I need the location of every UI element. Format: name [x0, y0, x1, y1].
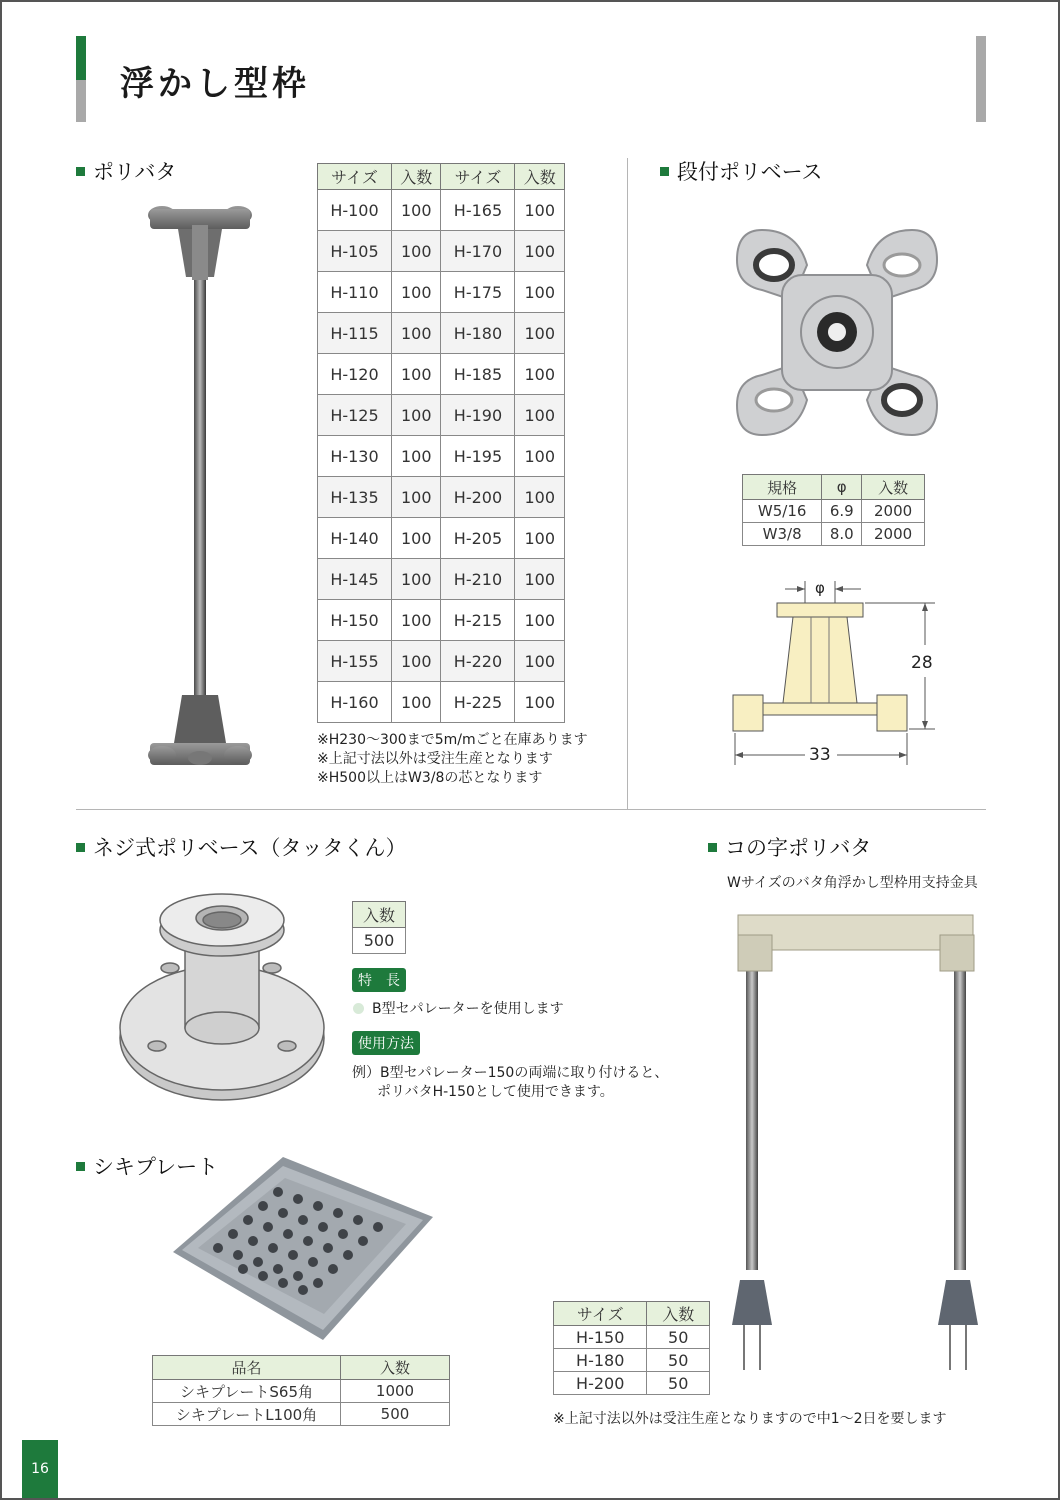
- cell: H-195: [441, 436, 515, 477]
- cell: 100: [391, 190, 441, 231]
- cell: 100: [515, 641, 565, 682]
- title-right-bar: [976, 36, 986, 122]
- cell: H-140: [318, 518, 392, 559]
- cell: 50: [647, 1349, 710, 1372]
- cell: 100: [391, 313, 441, 354]
- neji-image: [115, 878, 330, 1108]
- cell: 100: [515, 436, 565, 477]
- cell: H-205: [441, 518, 515, 559]
- cell: H-190: [441, 395, 515, 436]
- dantsuki-heading: 段付ポリベース: [677, 160, 823, 184]
- cell: 1000: [341, 1380, 450, 1403]
- bullet-square-icon: [76, 1162, 85, 1171]
- cell: H-115: [318, 313, 392, 354]
- cell: シキプレートL100角: [153, 1403, 341, 1426]
- polibata-notes: [317, 731, 588, 788]
- cell: H-100: [318, 190, 392, 231]
- diagram-width-label: 33: [809, 745, 831, 765]
- polibata-header-size2: サイズ: [441, 164, 515, 190]
- page-title: 浮かし型枠: [120, 64, 310, 104]
- shiki-image: [168, 1152, 438, 1344]
- konoji-heading: コの字ポリバタ: [725, 836, 872, 860]
- cell: 100: [391, 436, 441, 477]
- cell: 100: [391, 354, 441, 395]
- cell: H-145: [318, 559, 392, 600]
- cell: H-120: [318, 354, 392, 395]
- bullet-square-icon: [660, 167, 669, 176]
- cell: 100: [391, 477, 441, 518]
- dantsuki-image: [732, 225, 942, 440]
- cell: 100: [391, 559, 441, 600]
- cell: H-180: [554, 1349, 647, 1372]
- dantsuki-header-qty: 入数: [862, 475, 925, 500]
- horizontal-divider: [76, 809, 986, 810]
- title-accent-gray: [76, 80, 86, 122]
- cell: 100: [391, 600, 441, 641]
- cell: H-150: [554, 1326, 647, 1349]
- polibata-note-2: ※上記寸法以外は受注生産となります: [317, 751, 553, 767]
- dantsuki-diagram: [725, 575, 955, 775]
- dantsuki-table: [742, 474, 925, 546]
- cell: 2000: [862, 523, 925, 546]
- neji-qty-table: [352, 901, 406, 954]
- cell: 100: [515, 600, 565, 641]
- shiki-heading: シキプレート: [93, 1155, 219, 1179]
- cell: H-200: [441, 477, 515, 518]
- page-number: 16: [22, 1440, 58, 1498]
- polibata-note-1: ※H230～300まで5m/mごと在庫あります: [317, 732, 588, 748]
- cell: 8.0: [822, 523, 862, 546]
- cell: H-225: [441, 682, 515, 723]
- neji-qty-header: 入数: [353, 902, 406, 928]
- cell: 100: [515, 682, 565, 723]
- cell: 100: [391, 395, 441, 436]
- cell: 6.9: [822, 500, 862, 523]
- diagram-phi-label: φ: [815, 579, 825, 597]
- usage-badge: 使用方法: [352, 1031, 420, 1055]
- feature-badge: 特 長: [352, 968, 406, 992]
- cell: 100: [391, 272, 441, 313]
- cell: 100: [515, 231, 565, 272]
- bullet-square-icon: [76, 843, 85, 852]
- cell: H-220: [441, 641, 515, 682]
- polibata-header-qty2: 入数: [515, 164, 565, 190]
- cell: 100: [391, 641, 441, 682]
- cell: H-105: [318, 231, 392, 272]
- cell: 100: [515, 477, 565, 518]
- cell: H-165: [441, 190, 515, 231]
- cell: 100: [515, 190, 565, 231]
- polibata-note-3: ※H500以上はW3/8の芯となります: [317, 770, 543, 786]
- bullet-square-icon: [76, 167, 85, 176]
- dantsuki-header-spec: 規格: [743, 475, 822, 500]
- cell: H-185: [441, 354, 515, 395]
- cell: H-130: [318, 436, 392, 477]
- cell: 100: [391, 682, 441, 723]
- cell: W5/16: [743, 500, 822, 523]
- cell: H-210: [441, 559, 515, 600]
- cell: W3/8: [743, 523, 822, 546]
- shiki-header-qty: 入数: [341, 1356, 450, 1380]
- cell: 500: [341, 1403, 450, 1426]
- title-accent-green: [76, 36, 86, 80]
- cell: H-200: [554, 1372, 647, 1395]
- cell: H-135: [318, 477, 392, 518]
- cell: 50: [647, 1326, 710, 1349]
- cell: 100: [391, 231, 441, 272]
- neji-heading: ネジ式ポリベース（タッタくん）: [93, 836, 407, 860]
- polibata-table: [317, 163, 565, 723]
- cell: 100: [391, 518, 441, 559]
- cell: 100: [515, 272, 565, 313]
- cell: 100: [515, 313, 565, 354]
- cell: 50: [647, 1372, 710, 1395]
- cell: H-180: [441, 313, 515, 354]
- cell: 2000: [862, 500, 925, 523]
- polibata-image: [130, 195, 270, 795]
- konoji-note: ※上記寸法以外は受注生産となりますので中1～2日を要します: [553, 1411, 947, 1427]
- vertical-divider: [627, 158, 628, 810]
- konoji-table: [553, 1301, 710, 1395]
- cell: H-160: [318, 682, 392, 723]
- cell: 100: [515, 354, 565, 395]
- cell: H-215: [441, 600, 515, 641]
- shiki-table: [152, 1355, 450, 1426]
- bullet-circle-icon: [353, 1003, 364, 1014]
- neji-qty-value: 500: [353, 928, 406, 954]
- cell: H-110: [318, 272, 392, 313]
- cell: 100: [515, 559, 565, 600]
- feature-row: [353, 998, 564, 1018]
- diagram-height-label: 28: [911, 653, 933, 673]
- feature-text: B型セパレーターを使用します: [372, 1001, 564, 1017]
- section-dantsuki-heading: [660, 156, 823, 186]
- bullet-square-icon: [708, 843, 717, 852]
- konoji-header-qty: 入数: [647, 1302, 710, 1326]
- section-polibata-heading: [76, 156, 176, 186]
- konoji-header-size: サイズ: [554, 1302, 647, 1326]
- shiki-header-name: 品名: [153, 1356, 341, 1380]
- usage-line-2: ポリバタH-150として使用できます。: [377, 1084, 614, 1100]
- konoji-image: [728, 905, 990, 1375]
- section-konoji-heading: [708, 832, 871, 862]
- cell: H-125: [318, 395, 392, 436]
- polibata-heading: ポリバタ: [93, 160, 177, 184]
- section-neji-heading: [76, 832, 407, 862]
- polibata-header-qty1: 入数: [391, 164, 441, 190]
- konoji-subtitle: Wサイズのバタ角浮かし型枠用支持金具: [727, 875, 978, 891]
- cell: シキプレートS65角: [153, 1380, 341, 1403]
- cell: H-150: [318, 600, 392, 641]
- cell: H-175: [441, 272, 515, 313]
- cell: H-155: [318, 641, 392, 682]
- dantsuki-header-phi: φ: [822, 475, 862, 500]
- polibata-header-size1: サイズ: [318, 164, 392, 190]
- cell: 100: [515, 395, 565, 436]
- usage-line-1: 例）B型セパレーター150の両端に取り付けると、: [352, 1065, 669, 1081]
- cell: 100: [515, 518, 565, 559]
- cell: H-170: [441, 231, 515, 272]
